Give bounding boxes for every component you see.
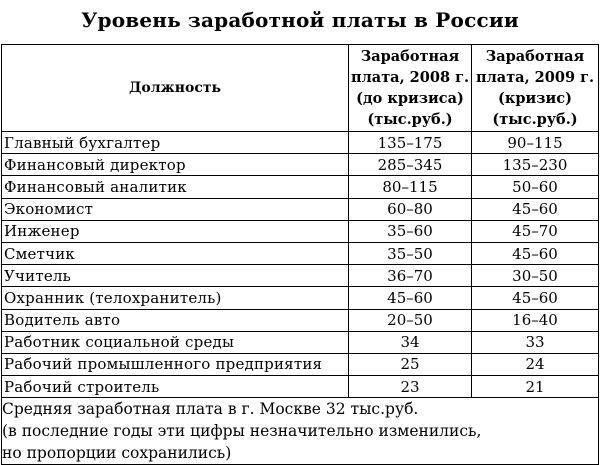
cell-2008: 34 — [349, 331, 472, 353]
cell-2009: 16–40 — [472, 309, 599, 331]
cell-2008: 35–50 — [349, 242, 472, 264]
cell-2009: 135–230 — [472, 154, 599, 176]
cell-position: Рабочий промышленного предприятия — [2, 353, 349, 375]
table-row — [2, 376, 599, 398]
table-row — [2, 242, 599, 264]
note-line: Средняя заработная плата в г. Москве 32 тыс.руб. — [2, 400, 419, 419]
header-2008-line: Заработная — [360, 48, 460, 65]
cell-position: Охранник (телохранитель) — [2, 287, 349, 309]
header-2008 — [349, 45, 472, 132]
header-2008-line: (до кризиса) — [356, 90, 464, 107]
table-row — [2, 154, 599, 176]
cell-2009: 50–60 — [472, 176, 599, 198]
table-row — [2, 198, 599, 220]
table-header-row — [2, 45, 599, 132]
cell-2009: 45–70 — [472, 220, 599, 242]
cell-position: Финансовый аналитик — [2, 176, 349, 198]
cell-2009: 45–60 — [472, 242, 599, 264]
table-row — [2, 331, 599, 353]
note-cell — [2, 398, 599, 465]
header-2008-line: плата, 2008 г. — [350, 69, 470, 86]
cell-position: Главный бухгалтер — [2, 132, 349, 154]
cell-position: Водитель авто — [2, 309, 349, 331]
table-row — [2, 309, 599, 331]
table-row — [2, 132, 599, 154]
cell-2008: 25 — [349, 353, 472, 375]
header-2009-line: плата, 2009 г. — [475, 69, 595, 86]
cell-2008: 45–60 — [349, 287, 472, 309]
cell-position: Экономист — [2, 198, 349, 220]
cell-2008: 135–175 — [349, 132, 472, 154]
header-2009-line: (тыс.руб.) — [492, 111, 578, 128]
cell-2008: 285–345 — [349, 154, 472, 176]
header-2009 — [472, 45, 599, 132]
note-line: но пропорции сохранились) — [2, 444, 232, 463]
cell-2009: 45–60 — [472, 198, 599, 220]
cell-position: Работник социальной среды — [2, 331, 349, 353]
cell-position: Инженер — [2, 220, 349, 242]
cell-position: Рабочий строитель — [2, 376, 349, 398]
cell-2009: 21 — [472, 376, 599, 398]
table-row — [2, 220, 599, 242]
header-position: Должность — [2, 45, 349, 132]
table-row — [2, 265, 599, 287]
table-row — [2, 353, 599, 375]
cell-2009: 33 — [472, 331, 599, 353]
cell-2008: 20–50 — [349, 309, 472, 331]
cell-2008: 60–80 — [349, 198, 472, 220]
cell-2009: 30–50 — [472, 265, 599, 287]
cell-position: Финансовый директор — [2, 154, 349, 176]
cell-2008: 80–115 — [349, 176, 472, 198]
table-row — [2, 287, 599, 309]
cell-2009: 90–115 — [472, 132, 599, 154]
cell-2009: 45–60 — [472, 287, 599, 309]
cell-2008: 36–70 — [349, 265, 472, 287]
header-2009-line: Заработная — [485, 48, 585, 65]
salary-table — [1, 44, 599, 465]
cell-position: Учитель — [2, 265, 349, 287]
note-line: (в последние годы эти цифры незначительно изменились, — [2, 422, 482, 441]
cell-2008: 23 — [349, 376, 472, 398]
header-2008-line: (тыс.руб.) — [367, 111, 453, 128]
cell-position: Сметчик — [2, 242, 349, 264]
page-title: Уровень заработной платы в России — [81, 8, 519, 32]
cell-2008: 35–60 — [349, 220, 472, 242]
cell-2009: 24 — [472, 353, 599, 375]
header-2009-line: (кризис) — [498, 90, 572, 107]
table-row — [2, 176, 599, 198]
note-row — [2, 398, 599, 465]
